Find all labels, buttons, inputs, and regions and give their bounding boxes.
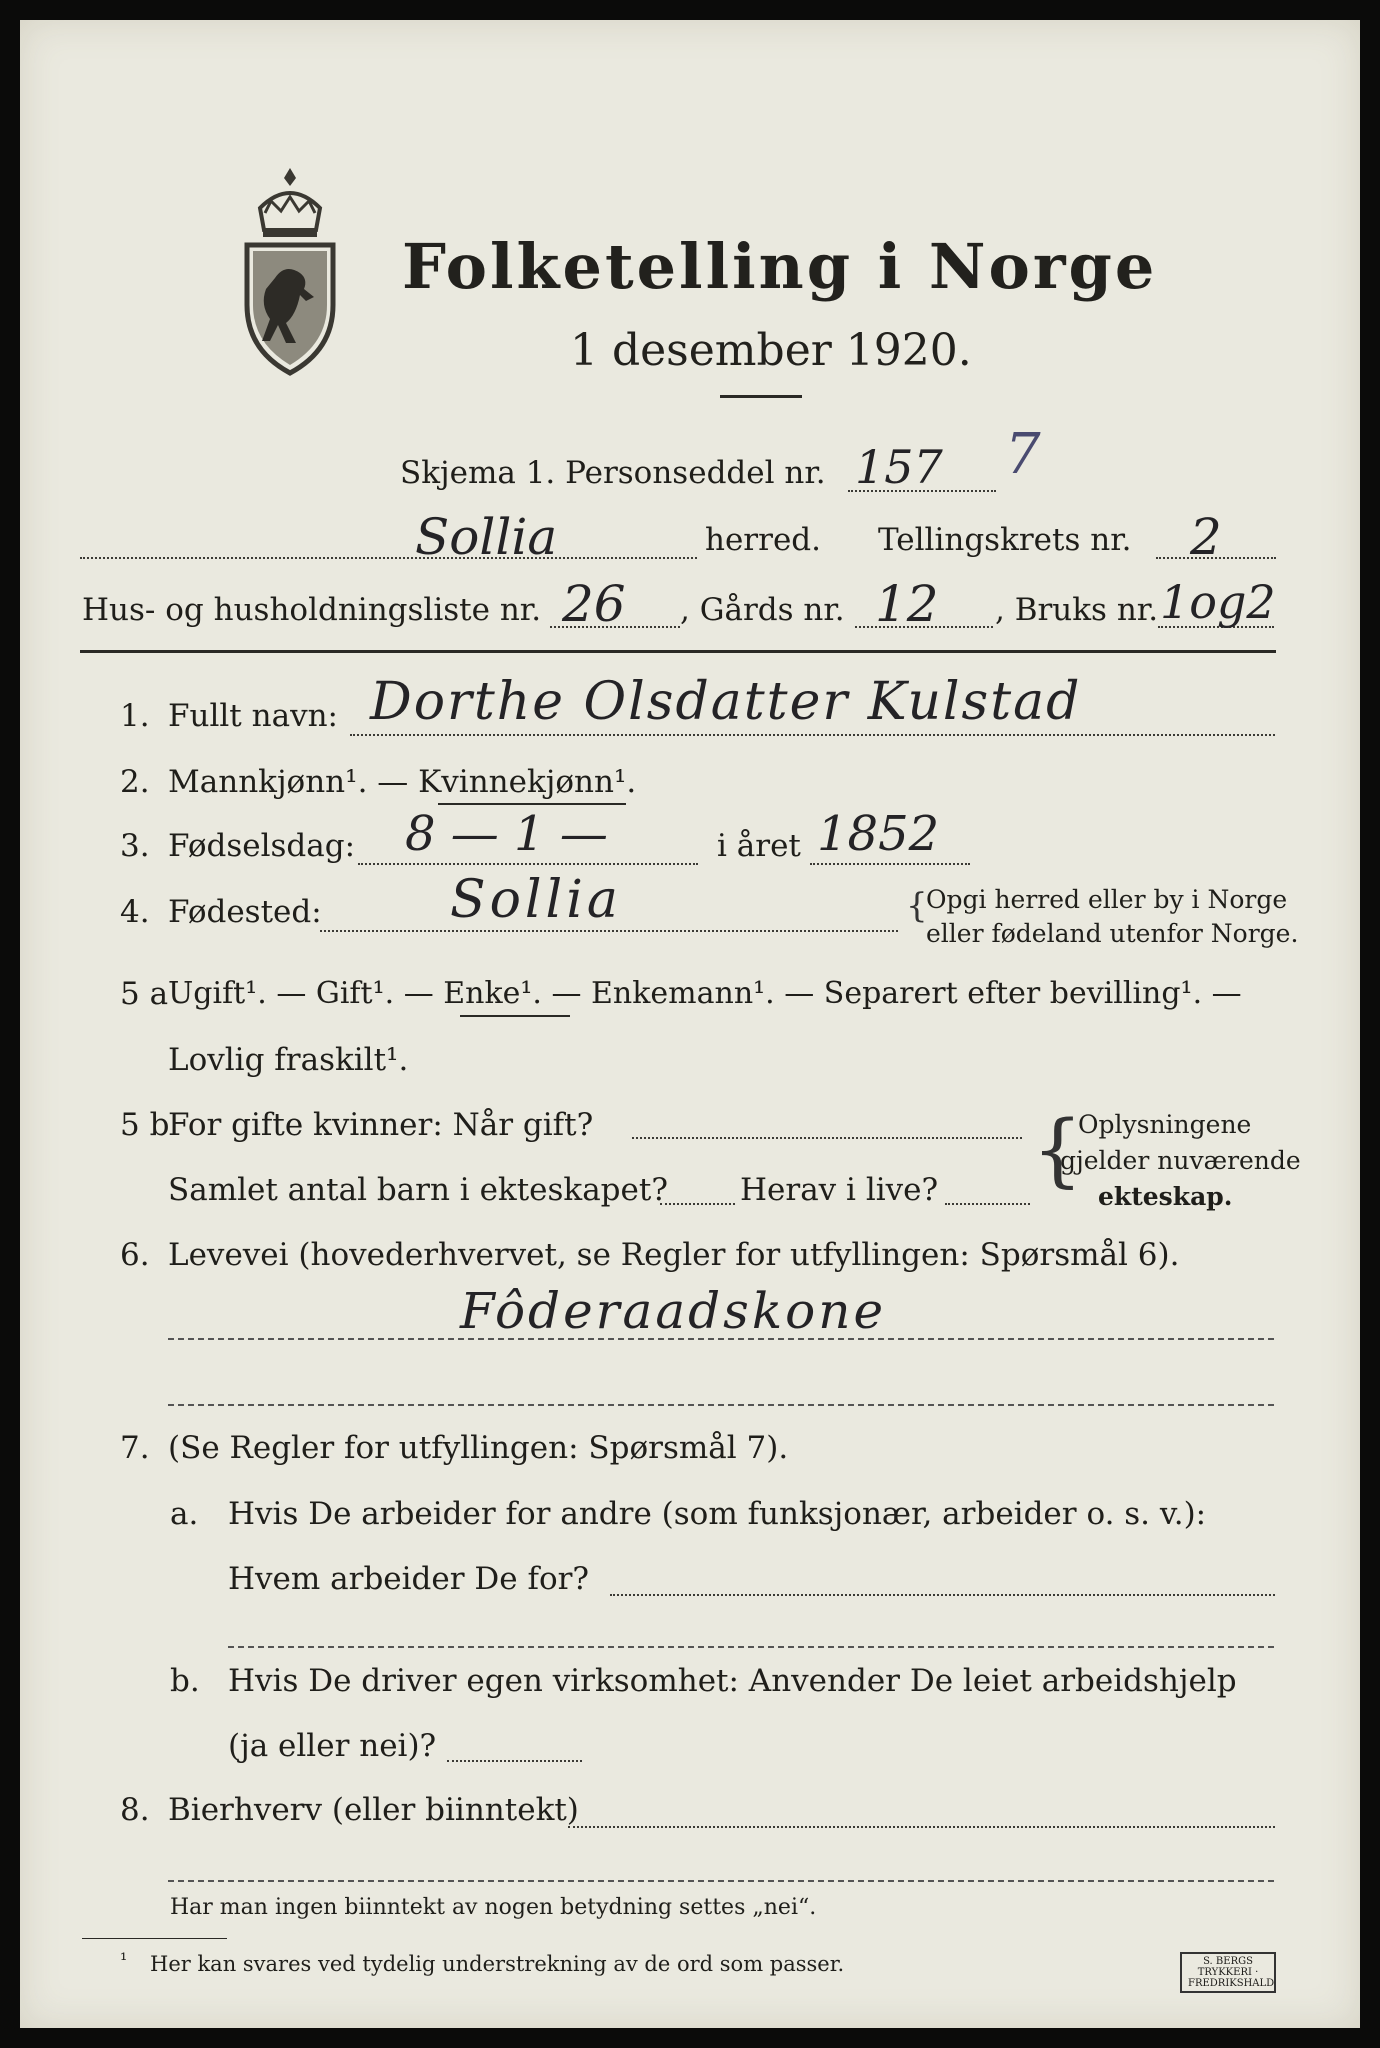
q7b-line1: Hvis De driver egen virksomhet: Anvender De leiet arbeidshjelp — [228, 1663, 1237, 1699]
tellingskrets-value: 2 — [1190, 508, 1222, 566]
q3-year-dotted-line — [810, 863, 970, 865]
q3-number: 3. — [120, 828, 150, 864]
q5a-line2: Lovlig fraskilt¹. — [168, 1042, 409, 1078]
q4-note-line2: eller fødeland utenfor Norge. — [926, 919, 1299, 948]
footnote-text: Her kan svares ved tydelig understrekning av de ord som passer. — [150, 1952, 845, 1976]
census-form-page — [20, 20, 1360, 2028]
q5b-note3: ekteskap. — [1098, 1182, 1233, 1211]
schema-label: Skjema 1. Personseddel nr. — [400, 455, 826, 491]
printer-stamp: S. BERGS TRYKKERI · FREDRIKSHALD — [1180, 1952, 1276, 1993]
q3-value-birthdate: 8 — 1 — — [405, 806, 608, 862]
q8-number: 8. — [120, 1792, 150, 1828]
q5b-note1: Oplysningene — [1078, 1110, 1252, 1139]
q7a-line2: Hvem arbeider De for? — [228, 1561, 590, 1597]
footnote-mark: ¹ — [120, 1950, 128, 1971]
herred-label: herred. — [705, 522, 821, 558]
q2-number: 2. — [120, 764, 150, 800]
bruks-label: , Bruks nr. — [995, 592, 1159, 628]
tellingskrets-label: Tellingskrets nr. — [878, 522, 1132, 558]
q8-dotted-line — [568, 1826, 1275, 1828]
q6-number: 6. — [120, 1237, 150, 1273]
herred-value: Sollia — [415, 508, 558, 566]
q7b-number: b. — [170, 1663, 200, 1699]
q4-dotted-line — [320, 930, 898, 932]
q2-label: Mannkjønn¹. — Kvinnekjønn¹. — [168, 764, 637, 800]
q6-label: Levevei (hovederhvervet, se Regler for utfyllingen: Spørsmål 6). — [168, 1237, 1180, 1273]
correction-mark: 7 — [1005, 422, 1041, 487]
header-bottom-rule — [80, 650, 1276, 653]
q7a-extra-line — [228, 1646, 1274, 1648]
q7-label: (Se Regler for utfyllingen: Spørsmål 7). — [168, 1430, 789, 1466]
personseddel-number: 157 — [855, 440, 943, 494]
bruks-value: 1og2 — [1160, 575, 1276, 629]
q5b-note-brace: { — [1032, 1103, 1083, 1196]
q3-year-label: i året — [717, 828, 801, 864]
q1-label: Fullt navn: — [168, 698, 338, 734]
q8-extra-line — [168, 1880, 1274, 1882]
q7-number: 7. — [120, 1430, 150, 1466]
herred-dotted-line — [80, 557, 697, 559]
q7b-dotted-line — [447, 1760, 582, 1762]
hus-value: 26 — [562, 575, 626, 633]
q3-label: Fødselsdag: — [168, 828, 356, 864]
coat-of-arms-icon — [235, 163, 345, 382]
gards-label: , Gårds nr. — [680, 592, 845, 628]
q2-underline-kvinnekjonn — [438, 803, 626, 805]
q5b-line1: For gifte kvinner: Når gift? — [168, 1107, 594, 1143]
q4-note-brace: { — [906, 886, 928, 926]
q4-label: Fødested: — [168, 894, 322, 930]
q5b-line2b: Herav i live? — [740, 1172, 939, 1208]
q7a-dotted-line — [610, 1594, 1275, 1596]
q7a-line1: Hvis De arbeider for andre (som funksjonær, arbeider o. s. v.): — [228, 1496, 1207, 1532]
q5b-note2: gjelder nuværende — [1060, 1146, 1301, 1175]
gards-value: 12 — [875, 575, 939, 633]
q6-value-occupation: Fôderaadskone — [460, 1282, 887, 1340]
q5a-number: 5 a — [120, 976, 169, 1012]
q6-line2 — [168, 1404, 1274, 1406]
q6-line1 — [168, 1338, 1274, 1340]
census-date: 1 desember 1920. — [570, 325, 972, 376]
bottom-note: Har man ingen biinntekt av nogen betydning settes „nei“. — [170, 1895, 817, 1920]
q3-dotted-line — [358, 863, 698, 865]
q1-value-full-name: Dorthe Olsdatter Kulstad — [370, 672, 1082, 732]
q4-note-line1: Opgi herred eller by i Norge — [926, 885, 1288, 914]
q1-dotted-line — [350, 734, 1275, 736]
title-divider — [720, 395, 802, 398]
q8-label: Bierhverv (eller biinntekt) — [168, 1792, 579, 1828]
q5a-line1: Ugift¹. — Gift¹. — Enke¹. — Enkemann¹. — Separert efter bevilling¹. — — [168, 976, 1242, 1011]
q5b-number: 5 b — [120, 1107, 170, 1143]
q3-year-value: 1852 — [817, 806, 940, 862]
q5b-when-married-dotted-line — [632, 1137, 1022, 1139]
q5a-underline-enke — [460, 1015, 570, 1017]
page-title: Folketelling i Norge — [402, 230, 1158, 303]
q1-number: 1. — [120, 698, 150, 734]
q4-number: 4. — [120, 894, 150, 930]
q5b-line2: Samlet antal barn i ekteskapet? — [168, 1172, 668, 1208]
q7a-number: a. — [170, 1496, 199, 1532]
q5b-living-dotted-line — [945, 1203, 1030, 1205]
q4-value-birthplace: Sollia — [450, 870, 622, 930]
q7b-line2: (ja eller nei)? — [228, 1728, 437, 1764]
hus-label: Hus- og husholdningsliste nr. — [82, 592, 542, 628]
q5b-children-dotted-line — [660, 1203, 735, 1205]
footnote-rule — [82, 1938, 227, 1939]
